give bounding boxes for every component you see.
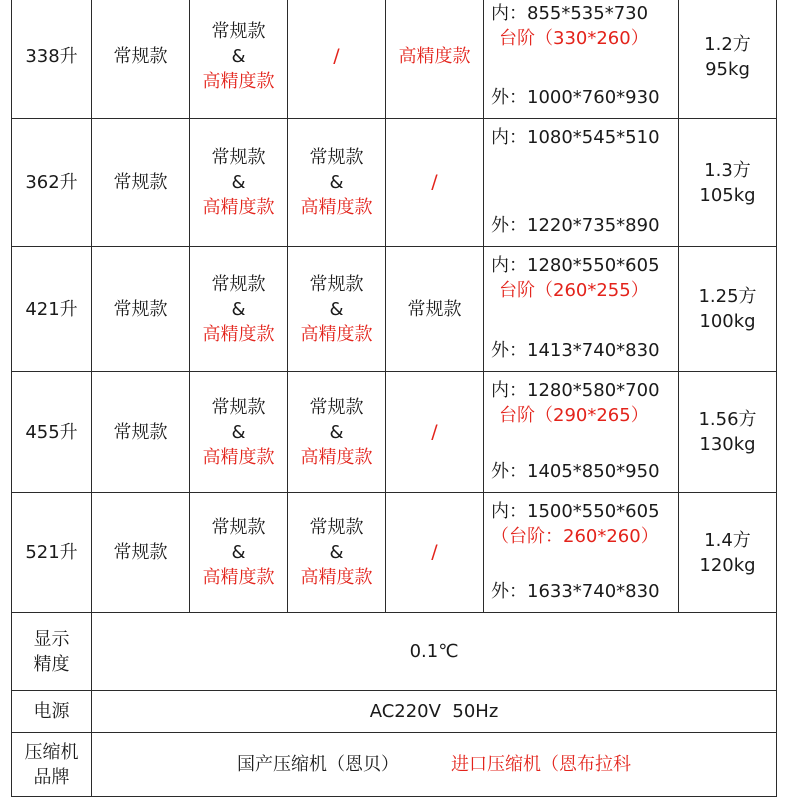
power-label-cell <box>12 691 92 733</box>
step-dimensions: （台阶：260*260） <box>491 526 659 547</box>
model-and: & <box>329 421 344 443</box>
model-combo <box>190 145 287 220</box>
model-cell-4 <box>288 493 386 613</box>
model-regular: 常规款 <box>211 21 266 42</box>
power-label: 电源 <box>33 701 70 722</box>
model-cell-4 <box>288 0 386 119</box>
model-cell-5 <box>386 0 484 119</box>
model-high-precision: 高精度款 <box>202 323 275 345</box>
step-dimensions: 台阶（290*265） <box>499 405 649 426</box>
regular-model: 常规款 <box>113 421 168 443</box>
model-cell-4 <box>288 372 386 493</box>
outer-dimensions: 外：1633*740*830 <box>491 581 660 602</box>
power-value: AC220V 50Hz <box>369 701 499 722</box>
step-dimensions: 台阶（330*260） <box>499 28 649 49</box>
model-regular: 常规款 <box>309 147 364 168</box>
model-high-precision: 高精度款 <box>202 567 275 588</box>
regular-model: 常规款 <box>113 46 168 67</box>
compressor-domestic: 国产压缩机（恩贝） <box>237 754 399 775</box>
outer-dimensions: 外：1000*760*930 <box>491 87 660 108</box>
model-option: 常规款 <box>407 298 462 320</box>
model-regular: 常规款 <box>211 273 266 295</box>
model-cell-5 <box>386 119 484 247</box>
precision-label: 显示 <box>33 628 70 650</box>
inner-dimensions: 内：1500*550*605 <box>491 501 660 522</box>
model-cell-5 <box>386 493 484 613</box>
regular-model-cell <box>92 493 190 613</box>
outer-dimensions: 外：1405*850*950 <box>491 461 660 482</box>
compressor-label-cell <box>12 733 92 797</box>
compressor-label: 压缩机 <box>24 741 79 763</box>
dimensions-cell <box>484 0 679 119</box>
model-high-precision: 高精度款 <box>300 567 373 588</box>
model-high-precision: 高精度款 <box>300 197 373 218</box>
capacity: 421升 <box>25 298 78 320</box>
model-cell-3 <box>190 0 288 119</box>
compressor-row <box>12 733 777 797</box>
model-cell-4 <box>288 119 386 247</box>
model-combo <box>190 272 287 347</box>
weight: 120kg <box>699 554 756 576</box>
weight: 100kg <box>699 311 756 332</box>
model-cell-5 <box>386 247 484 372</box>
capacity-cell <box>12 0 92 119</box>
capacity-cell <box>12 493 92 613</box>
capacity: 455升 <box>25 421 78 443</box>
model-high-precision: 高精度款 <box>202 446 275 468</box>
model-combo <box>190 19 287 94</box>
spec-table <box>11 0 777 797</box>
weight: 130kg <box>699 434 756 455</box>
capacity-cell <box>12 372 92 493</box>
model-regular: 常规款 <box>211 396 266 418</box>
model-and: & <box>231 172 246 193</box>
model-regular: 常规款 <box>309 517 364 538</box>
model-cell-3 <box>190 493 288 613</box>
volume-weight-cell <box>679 493 777 613</box>
inner-dimensions: 内：1280*580*700 <box>491 380 660 401</box>
not-available-slash: / <box>431 420 438 443</box>
spec-table-body <box>12 0 777 797</box>
volume-weight-cell <box>679 372 777 493</box>
regular-model: 常规款 <box>113 172 168 193</box>
regular-model-cell <box>92 119 190 247</box>
model-regular: 常规款 <box>309 396 364 418</box>
precision-value-cell <box>92 613 777 691</box>
table-row <box>12 119 777 247</box>
table-row <box>12 372 777 493</box>
not-available-slash: / <box>431 541 438 563</box>
not-available-slash: / <box>333 45 340 67</box>
precision-label-2: 精度 <box>33 653 70 675</box>
model-combo <box>190 515 287 590</box>
outer-dimensions: 外：1220*735*890 <box>491 215 660 236</box>
precision-row <box>12 613 777 691</box>
inner-dimensions: 内：1280*550*605 <box>491 255 660 276</box>
outer-dimensions: 外：1413*740*830 <box>491 340 660 361</box>
regular-model-cell <box>92 247 190 372</box>
volume-weight-cell <box>679 119 777 247</box>
inner-dimensions: 内：1080*545*510 <box>491 127 660 148</box>
capacity: 362升 <box>25 172 78 193</box>
compressor-imported: 进口压缩机（恩布拉科 <box>451 754 631 775</box>
volume: 1.2方 <box>704 33 751 55</box>
model-and: & <box>231 542 246 563</box>
precision-value: 0.1℃ <box>409 641 459 662</box>
model-combo <box>288 515 385 590</box>
model-high-precision: 高精度款 <box>300 323 373 345</box>
model-cell-3 <box>190 119 288 247</box>
model-high-precision: 高精度款 <box>300 446 373 468</box>
regular-model: 常规款 <box>113 542 168 563</box>
model-regular: 常规款 <box>211 147 266 168</box>
dimensions-cell <box>484 247 679 372</box>
capacity: 338升 <box>25 46 78 67</box>
volume: 1.3方 <box>704 159 751 181</box>
regular-model-cell <box>92 372 190 493</box>
model-regular: 常规款 <box>211 517 266 538</box>
model-and: & <box>329 172 344 193</box>
step-dimensions: 台阶（260*255） <box>499 280 649 301</box>
model-cell-3 <box>190 247 288 372</box>
model-and: & <box>231 298 246 320</box>
dimensions-cell <box>484 493 679 613</box>
model-high-precision: 高精度款 <box>202 71 275 92</box>
volume: 1.25方 <box>698 286 757 307</box>
model-and: & <box>329 542 344 563</box>
volume: 1.4方 <box>704 529 751 551</box>
not-available-slash: / <box>431 171 438 193</box>
dimensions-cell <box>484 119 679 247</box>
model-combo <box>288 395 385 470</box>
inner-dimensions: 内：855*535*730 <box>491 3 649 24</box>
compressor-label-2: 品牌 <box>33 766 70 788</box>
weight: 105kg <box>699 184 756 206</box>
power-row <box>12 691 777 733</box>
model-cell-4 <box>288 247 386 372</box>
capacity: 521升 <box>25 542 78 563</box>
precision-label-cell <box>12 613 92 691</box>
model-high-precision: 高精度款 <box>202 197 275 218</box>
weight: 95kg <box>705 58 750 80</box>
volume-weight-cell <box>679 247 777 372</box>
model-combo <box>288 272 385 347</box>
model-option: 高精度款 <box>398 46 471 67</box>
model-combo <box>190 395 287 470</box>
power-value-cell <box>92 691 777 733</box>
model-cell-3 <box>190 372 288 493</box>
volume: 1.56方 <box>698 409 757 430</box>
capacity-cell <box>12 119 92 247</box>
capacity-cell <box>12 247 92 372</box>
model-and: & <box>231 46 246 67</box>
dimensions-cell <box>484 372 679 493</box>
model-and: & <box>231 421 246 443</box>
regular-model: 常规款 <box>113 298 168 320</box>
table-row <box>12 247 777 372</box>
table-row <box>12 493 777 613</box>
model-cell-5 <box>386 372 484 493</box>
regular-model-cell <box>92 0 190 119</box>
model-and: & <box>329 298 344 320</box>
model-regular: 常规款 <box>309 273 364 295</box>
volume-weight-cell <box>679 0 777 119</box>
model-combo <box>288 145 385 220</box>
compressor-value-cell <box>92 733 777 797</box>
table-row <box>12 0 777 119</box>
